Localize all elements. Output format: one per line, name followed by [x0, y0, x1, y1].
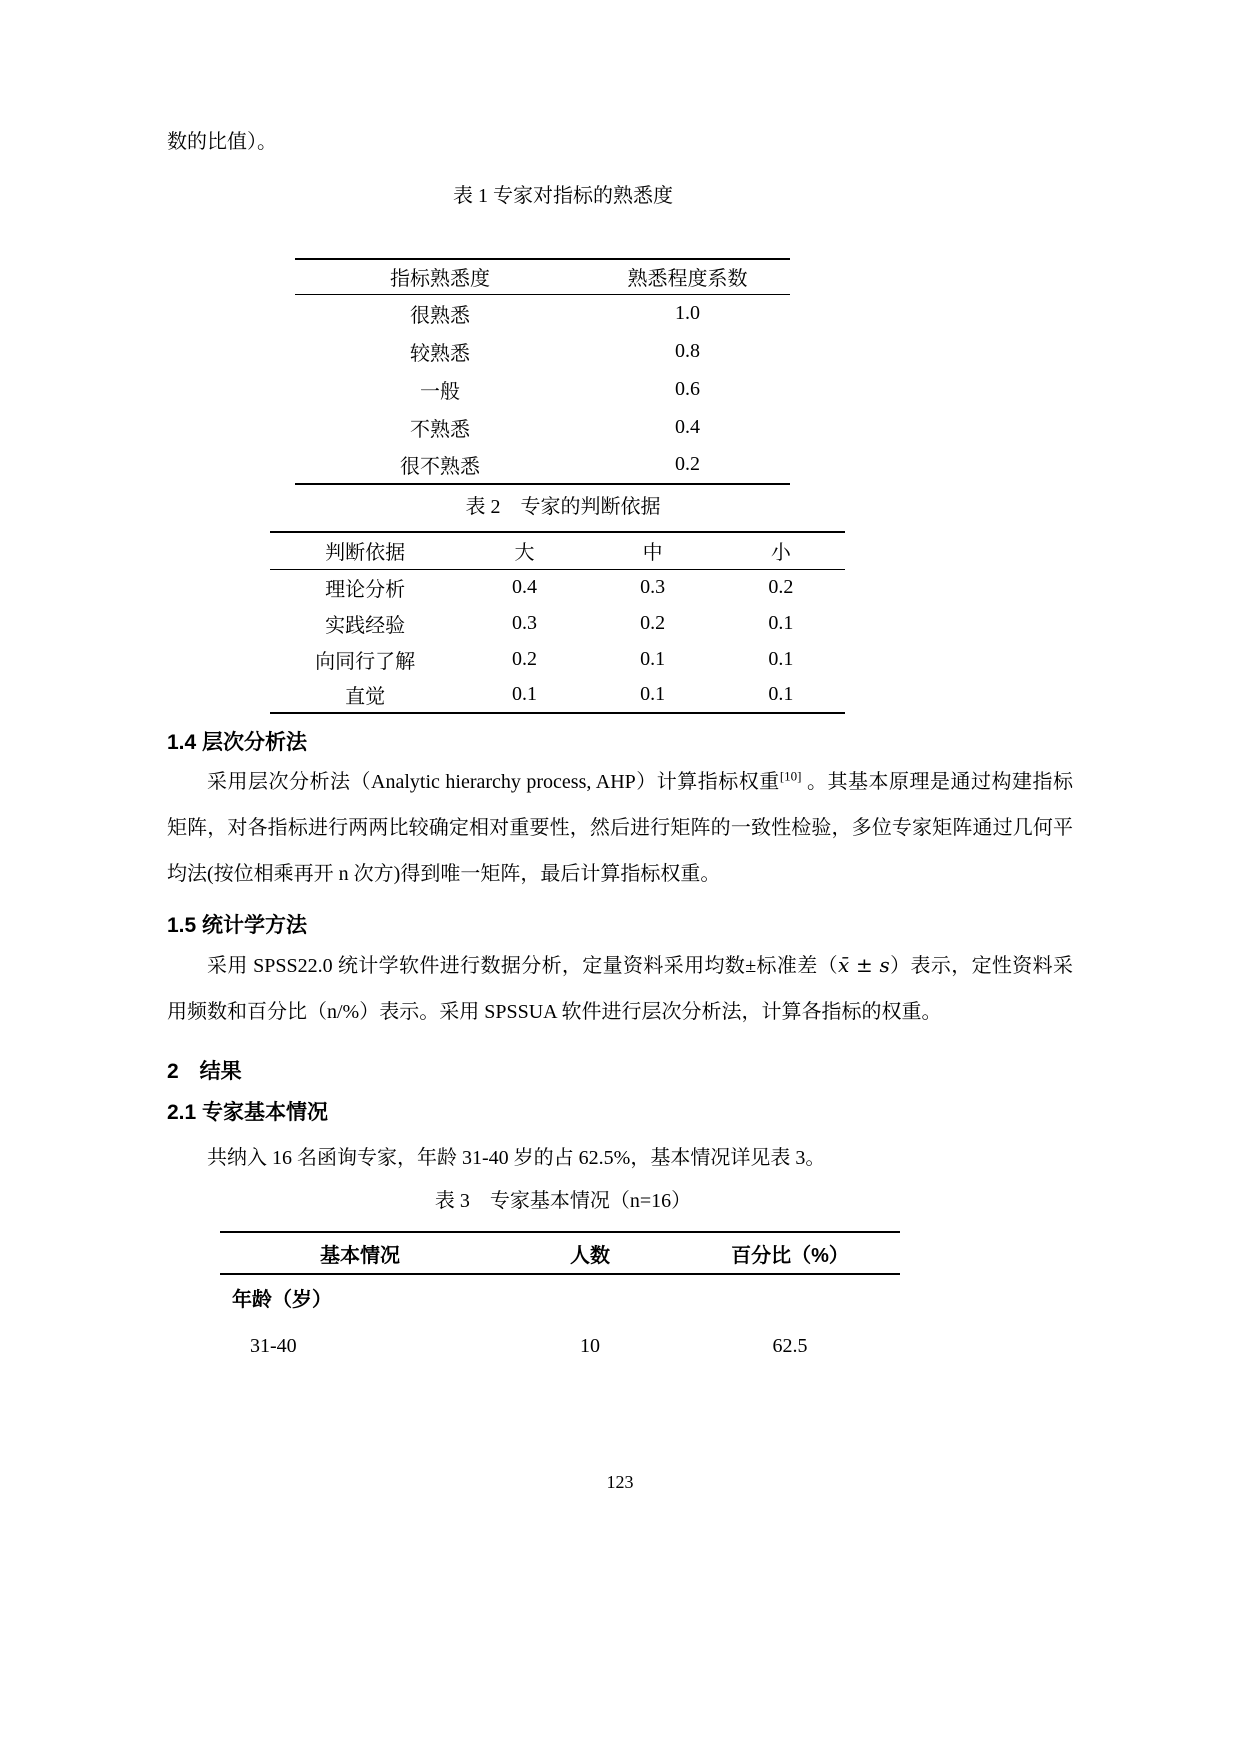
table-cell: 0.3 — [640, 575, 666, 598]
math-mean-sd: x̄ ± s — [838, 953, 890, 977]
table-row — [270, 677, 845, 713]
table-cell: 0.4 — [675, 415, 700, 438]
table-header-row — [220, 1232, 900, 1274]
table-cell: 不熟悉 — [410, 418, 470, 441]
table-indicator-familiarity — [295, 258, 790, 485]
paragraph-statistics-method — [167, 942, 1073, 1035]
table-cell: 0.1 — [768, 611, 794, 634]
leading-text: 数的比值）。 — [167, 131, 277, 153]
table-row — [270, 605, 845, 641]
table-cell: 0.1 — [768, 683, 794, 705]
paragraph-text: 采用 SPSS22.0 统计学软件进行数据分析，定量资料采用均数±标准差（ — [207, 955, 838, 977]
column-header: 指标熟悉度 — [390, 268, 490, 291]
column-header: 百分比（%） — [731, 1244, 849, 1267]
column-header: 中 — [642, 542, 663, 565]
table-header-row — [270, 532, 845, 569]
table-row — [270, 569, 845, 605]
table-cell: 一般 — [420, 380, 460, 403]
table-cell: 0.3 — [511, 611, 537, 634]
table-header-row — [295, 259, 790, 294]
table-cell: 向同行了解 — [315, 650, 416, 673]
citation-ref-10: [10] — [779, 768, 802, 784]
paragraph-text: ）表示，定性资料采用频数和百分比（n/%）表示。采用 SPSSUA 软件进行层次分析法，计算各指标的权重。 — [167, 955, 1074, 1023]
column-header: 基本情况 — [320, 1244, 400, 1267]
section-heading-1-5: 1.5 统计学方法 — [167, 914, 308, 937]
table-cell: 很熟悉 — [410, 304, 470, 327]
table-cell: 62.5 — [772, 1335, 808, 1357]
table-cell: 0.2 — [675, 453, 700, 475]
table-group-row — [220, 1274, 900, 1319]
table-cell: 很不熟悉 — [400, 456, 480, 478]
table-cell: 0.2 — [768, 575, 794, 598]
table-cell: 0.1 — [768, 647, 794, 670]
table-cell: 0.4 — [511, 575, 537, 598]
table1-caption: 表 1 专家对指标的熟悉度 — [453, 185, 673, 207]
column-header: 判断依据 — [325, 542, 406, 565]
table-cell: 0.1 — [640, 647, 666, 670]
table-cell: 较熟悉 — [410, 342, 470, 365]
group-label: 年龄（岁） — [232, 1288, 332, 1311]
section-heading-1-4: 1.4 层次分析法 — [167, 731, 308, 754]
table-row — [295, 446, 790, 484]
table-cell: 0.2 — [640, 611, 666, 634]
column-header: 小 — [770, 542, 791, 565]
table-cell: 31-40 — [250, 1335, 297, 1357]
table-row — [220, 1319, 900, 1374]
section-heading-2: 2 结果 — [167, 1060, 242, 1083]
column-header: 大 — [514, 542, 535, 565]
page-number: 123 — [606, 1472, 634, 1492]
table-row — [295, 370, 790, 408]
table-judgement-basis — [270, 531, 845, 714]
table-row — [295, 294, 790, 332]
table-row — [295, 408, 790, 446]
table-expert-basic-info — [220, 1231, 900, 1374]
table-cell: 0.1 — [511, 683, 537, 705]
table3-caption: 表 3 专家基本情况（n=16） — [434, 1190, 692, 1212]
paragraph-ahp-method — [167, 759, 1073, 897]
table-cell: 0.2 — [511, 647, 537, 670]
paragraph-text: 采用层次分析法（Analytic hierarchy process, AHP）计算指标权重 — [207, 771, 780, 793]
table-cell: 1.0 — [675, 301, 700, 324]
table-cell: 0.8 — [675, 339, 700, 362]
table-cell: 理论分析 — [325, 578, 406, 601]
table-cell: 实践经验 — [325, 614, 406, 637]
paragraph-text: 。其基本原理是通过构建指标矩阵，对各指标进行两两比较确定相对重要性，然后进行矩阵的一致性检验，多位专家矩阵通过几何平均法(按位相乘再开 n 次方)得到唯一矩阵，最后计算指标权重。 — [167, 771, 1074, 885]
table2-caption: 表 2 专家的判断依据 — [465, 496, 661, 518]
table-cell: 10 — [580, 1335, 600, 1357]
table-cell: 0.6 — [675, 377, 700, 400]
column-header: 熟悉程度系数 — [627, 268, 748, 291]
section-heading-2-1: 2.1 专家基本情况 — [167, 1101, 329, 1124]
paragraph-expert-overview: 共纳入 16 名函询专家，年龄 31-40 岁的占 62.5%，基本情况详见表 3。 — [207, 1147, 826, 1169]
column-header: 人数 — [570, 1244, 610, 1267]
table-row — [295, 332, 790, 370]
table-row — [270, 641, 845, 677]
table-cell: 0.1 — [640, 683, 666, 705]
table-cell: 直觉 — [345, 686, 386, 708]
